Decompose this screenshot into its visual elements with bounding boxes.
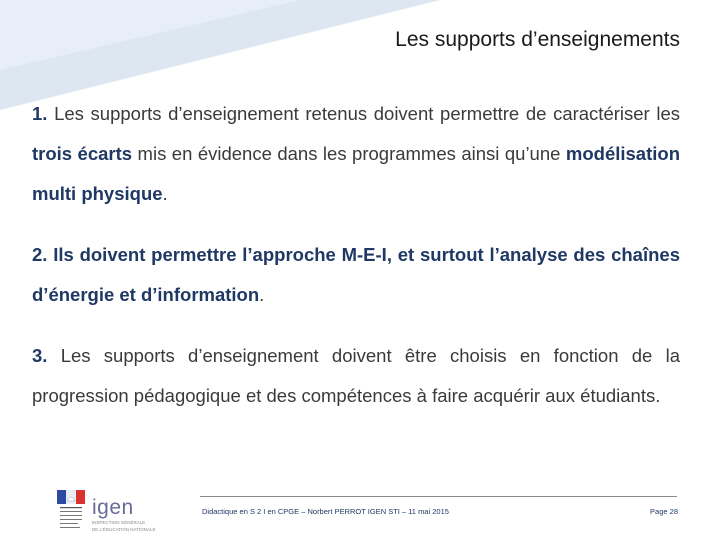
point-text: mis en évidence dans les programmes ainsi qu’une xyxy=(132,143,566,164)
footer-text: Didactique en S 2 I en CPGE – Norbert PERROT IGEN STI – 11 mai 2015 xyxy=(202,507,449,516)
point-number: 2. xyxy=(32,244,48,265)
point-text: Les supports d’enseignement retenus doivent permettre de caractériser les xyxy=(47,103,680,124)
point-3 xyxy=(32,336,680,416)
page-number: Page 28 xyxy=(650,507,678,516)
point-text: . xyxy=(259,284,265,305)
slide-title: Les supports d’enseignements xyxy=(395,28,680,51)
ministry-logo xyxy=(54,488,88,534)
igen-logo xyxy=(92,498,155,532)
point-text: Les supports d’enseignement doivent être choisis en fonction de la progression pédagogique et des compétences à faire acquérir aux étudiants. xyxy=(32,345,680,406)
point-number: 1. xyxy=(32,103,48,124)
footer-divider xyxy=(200,496,677,497)
point-2 xyxy=(32,235,680,315)
igen-logo-subtitle: INSPECTION GÉNÉRALE xyxy=(92,520,146,525)
emphasis-text: modélisation multi physique xyxy=(32,143,680,204)
emphasis-text: trois écarts xyxy=(32,143,133,164)
point-text: . xyxy=(162,183,168,204)
point-1 xyxy=(32,94,680,214)
point-number: 3. xyxy=(32,345,48,366)
igen-logo-subtitle: DE L'ÉDUCATION NATIONALE xyxy=(92,527,156,532)
igen-logo-word: igen xyxy=(92,496,134,519)
slide-content xyxy=(32,94,680,416)
emphasis-text: Ils doivent permettre l’approche M-E-I, et surtout l’analyse des chaînes d’énergie et d’information xyxy=(32,244,680,305)
